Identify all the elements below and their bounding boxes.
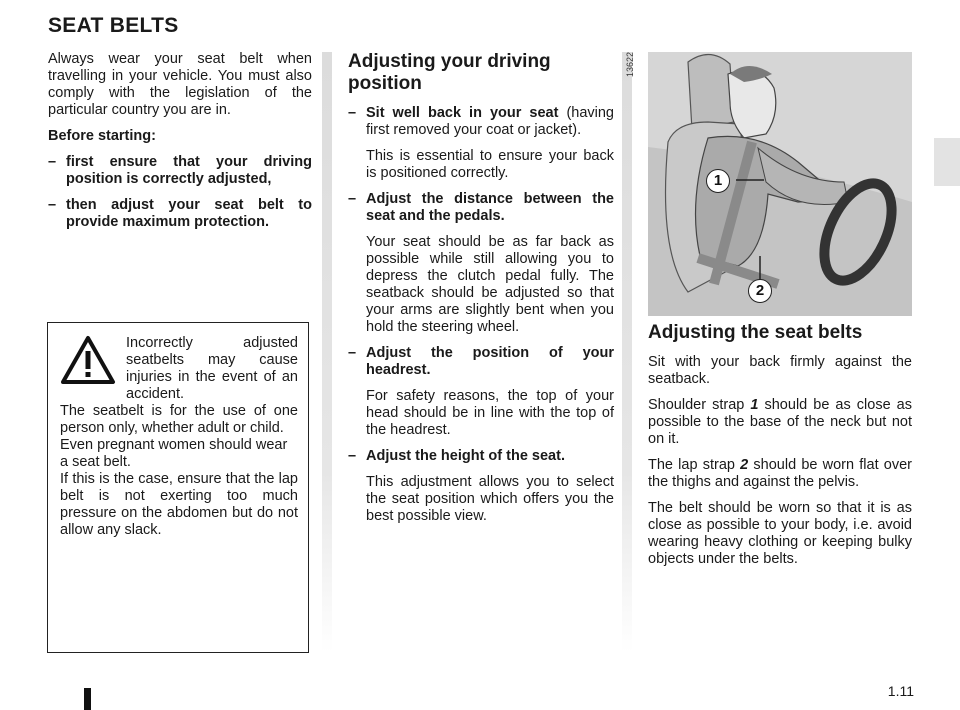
intro-paragraph: Always wear your seat belt when travelling in your vehicle. You must also comply with the legislation of the particular country you are in. — [48, 51, 312, 118]
instruction-item — [348, 448, 614, 465]
instruction-title: Adjust the distance between the seat and the pedals. — [366, 191, 614, 224]
warning-line: If this is the case, ensure that the lap belt is not exerting too much pressure on the abdomen but do not allow any slack. — [60, 471, 298, 538]
instruction-body: For safety reasons, the top of your head should be in line with the top of the headrest. — [366, 388, 614, 438]
warning-line: Even pregnant women should wear a seat belt. — [60, 437, 288, 470]
dash-bullet: – — [348, 448, 357, 464]
instruction-title: Adjust the position of your headrest. — [366, 345, 614, 378]
text-segment: should be worn flat over the thighs and against the pelvis. — [648, 457, 912, 490]
instruction-body: This is essential to ensure your back is positioned correctly. — [366, 148, 614, 181]
page-title: SEAT BELTS — [48, 14, 179, 37]
dash-bullet: – — [48, 197, 57, 213]
text-segment: The lap strap — [648, 457, 741, 473]
instruction-item — [348, 191, 614, 225]
intro-column — [48, 51, 312, 240]
warning-box — [47, 322, 309, 653]
dash-bullet: – — [348, 105, 357, 121]
instruction-item — [348, 105, 614, 139]
seat-belts-paragraph — [648, 457, 912, 491]
driving-position-heading: Adjusting your driving position — [348, 51, 551, 94]
dash-bullet: – — [348, 191, 357, 207]
instruction-note: (having first removed your coat or jacket). — [366, 105, 614, 138]
before-starting-label: Before starting: — [48, 128, 156, 144]
section-side-tab — [934, 138, 960, 186]
seat-belts-paragraph: Sit with your back firmly against the seatback. — [648, 354, 912, 387]
callout-1-shoulder-strap: 1 — [706, 169, 730, 193]
callout-2-lap-strap: 2 — [748, 279, 772, 303]
warning-line: The seatbelt is for the use of one person only, whether adult or child. — [60, 403, 298, 436]
column-divider — [622, 52, 632, 652]
seat-belts-heading: Adjusting the seat belts — [648, 322, 863, 343]
illustration-code: 13622 — [625, 52, 635, 78]
instruction-body: Your seat should be as far back as possible while still allowing you to depress the clutch pedal fully. The seatback should be adjusted so that your arms are slightly bent when you hold the steering wheel. — [366, 234, 614, 335]
page-number: 1.11 — [887, 683, 914, 699]
column-divider — [322, 52, 332, 652]
intro-item-text: then adjust your seat belt to provide maximum protection. — [66, 197, 312, 230]
print-corner-mark — [84, 688, 91, 710]
instruction-title: Sit well back in your seat — [366, 105, 559, 121]
strap-number: 2 — [740, 457, 749, 473]
intro-list-item — [48, 197, 312, 231]
seat-belts-paragraph — [648, 397, 912, 448]
seat-belts-column — [648, 322, 912, 577]
driver-seatbelt-drawing — [648, 52, 912, 316]
intro-item-text: first ensure that your driving position is correctly adjusted, — [66, 154, 312, 187]
seat-belts-paragraph: The belt should be worn so that it is as close as possible to your body, i.e. avoid wearing heavy clothing or keeping bulky objects under the belts. — [648, 500, 912, 567]
driver-illustration — [648, 52, 912, 316]
dash-bullet: – — [348, 345, 357, 361]
instruction-title: Adjust the height of the seat. — [366, 448, 565, 464]
instruction-body: This adjustment allows you to select the seat position which offers you the best possible view. — [366, 474, 614, 524]
dash-bullet: – — [48, 154, 57, 170]
intro-list-item — [48, 154, 312, 188]
strap-number: 1 — [750, 397, 759, 413]
text-segment: should be as close as possible to the base of the neck but not on it. — [648, 397, 912, 447]
instruction-item — [348, 345, 614, 379]
driving-position-column — [348, 51, 614, 534]
warning-triangle-icon — [60, 335, 116, 385]
warning-lead: Incorrectly adjusted seatbelts may cause injuries in the event of an accident. — [126, 335, 298, 402]
text-segment: Shoulder strap — [648, 397, 751, 413]
